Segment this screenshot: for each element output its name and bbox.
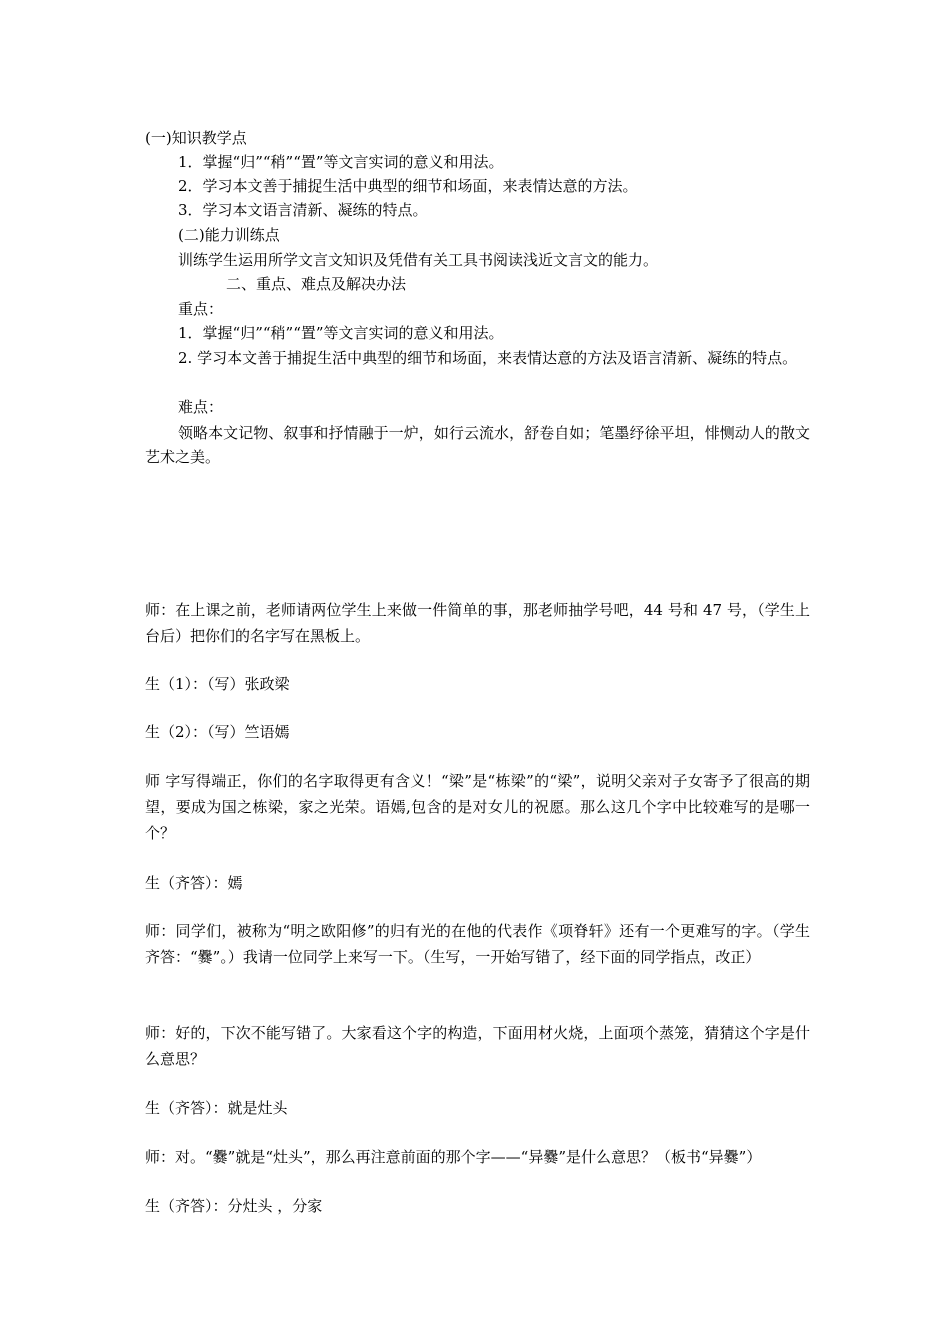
dialogue-line-7: 师：好的，下次不能写错了。大家看这个字的构造，下面用材火烧，上面项个蒸笼，猜猜这个字是什么意思？ <box>145 1024 810 1068</box>
dialogue-line-3: 生（2）：（写）竺语嫣 <box>145 723 290 741</box>
difficulty-text: 领略本文记物、叙事和抒情融于一炉，如行云流水，舒卷自如；笔墨纾徐平坦，悱恻动人的散文艺术之美。 <box>145 424 810 466</box>
dialogue-line-9: 师：对。“爨”就是“灶头”，那么再注意前面的那个字——“异爨”是什么意思？（板书“异爨”） <box>145 1148 762 1166</box>
dialogue-line-4: 师 字写得端正，你们的名字取得更有含义！“梁”是“栋梁”的“梁”，说明父亲对子女寄予了很高的期望，要成为国之栋梁，家之光荣。语嫣,包含的是对女儿的祝愿。那么这几个字中比较难写的是哪一个？ <box>145 772 810 842</box>
dialogue-line-2: 生（1）：（写）张政梁 <box>145 675 290 693</box>
knowledge-item-2: 2．学习本文善于捕捉生活中典型的细节和场面，来表情达意的方法。 <box>178 177 638 195</box>
dialogue-line-5: 生（齐答）：嫣 <box>145 874 243 892</box>
knowledge-item-3: 3．学习本文语言清新、凝练的特点。 <box>178 201 428 219</box>
dialogue-line-8: 生（齐答）：就是灶头 <box>145 1099 288 1117</box>
section-heading-knowledge: (一)知识教学点 <box>145 129 247 147</box>
key-item-1: 1．掌握“归”“稍”“置”等文言实词的意义和用法。 <box>178 324 504 342</box>
difficulty-label: 难点： <box>178 398 224 416</box>
dialogue-line-1: 师：在上课之前，老师请两位学生上来做一件简单的事，那老师抽学号吧，44 号和 47 号，（学生上台后）把你们的名字写在黑板上。 <box>145 601 810 645</box>
section-heading-ability: (二)能力训练点 <box>178 226 280 244</box>
section-heading-keypoints: 二、重点、难点及解决办法 <box>226 275 407 293</box>
dialogue-line-10: 生（齐答）：分灶头 ，分家 <box>145 1197 323 1215</box>
key-item-2: 2. 学习本文善于捕捉生活中典型的细节和场面，来表情达意的方法及语言清新、凝练的特点。 <box>178 349 798 367</box>
knowledge-item-1: 1．掌握“归”“稍”“置”等文言实词的意义和用法。 <box>178 153 504 171</box>
ability-text: 训练学生运用所学文言文知识及凭借有关工具书阅读浅近文言文的能力。 <box>178 251 659 269</box>
key-label: 重点： <box>178 300 224 318</box>
dialogue-line-6: 师：同学们，被称为“明之欧阳修”的归有光的在他的代表作《项脊轩》还有一个更难写的字。（学生齐答：“爨”。）我请一位同学上来写一下。（生写，一开始写错了，经下面的同学指点，改正） <box>145 922 810 966</box>
